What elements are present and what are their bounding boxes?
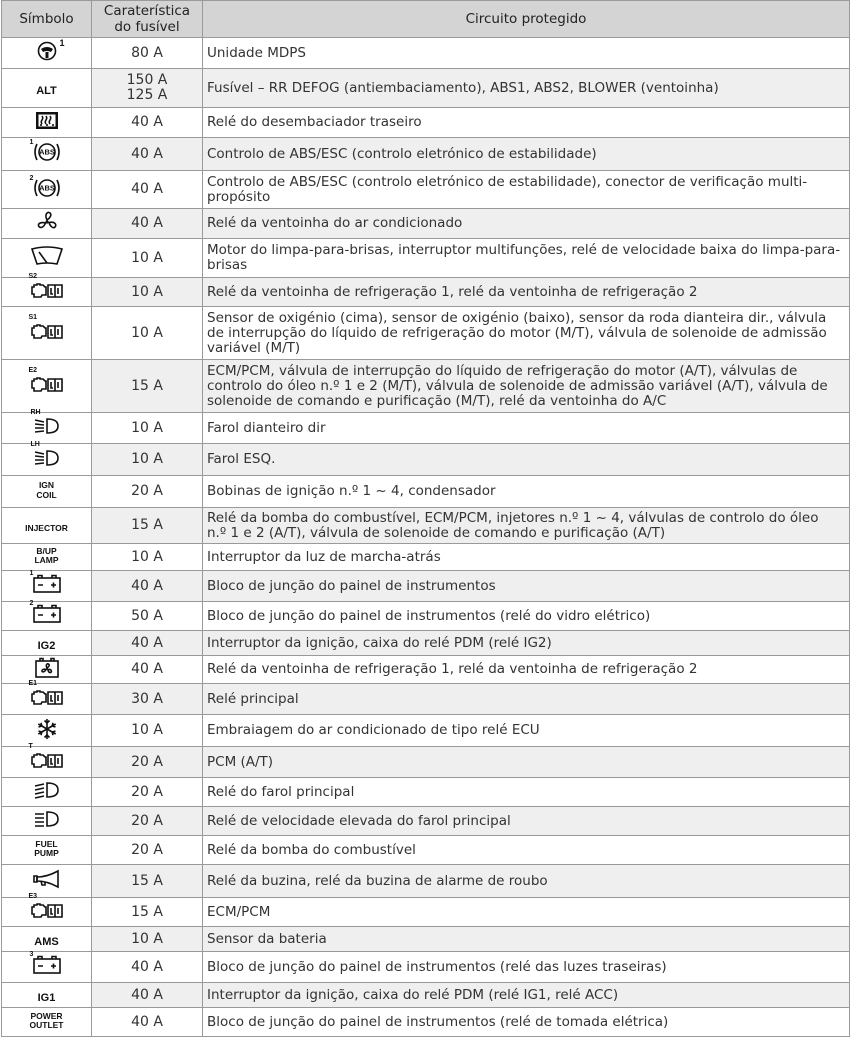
engine-check-icon [28, 680, 63, 706]
fuse-table [1, 0, 850, 1037]
symbol-label-line1: IG1 [37, 991, 56, 1004]
symbol-cell [2, 631, 92, 656]
header-rating [92, 1, 203, 38]
engine-check-icon [28, 743, 63, 769]
protected-circuit: Sensor da bateria [203, 927, 850, 952]
headlamp-low-icon [33, 780, 61, 800]
symbol-label-line1: ALT [36, 84, 57, 97]
fuse-rating: 40 A [131, 145, 163, 162]
fuse-rating-alt: 125 A [126, 87, 168, 103]
table-row [2, 684, 850, 715]
table-header-row [2, 1, 850, 38]
fuse-rating-cell [92, 1008, 203, 1037]
protected-circuit: Bobinas de ignição n.º 1 ~ 4, condensador [203, 476, 850, 508]
symbol-index-label: 2 [29, 600, 34, 607]
symbol-label [36, 481, 56, 500]
fuse-rating-cell [92, 983, 203, 1008]
protected-circuit: Unidade MDPS [203, 38, 850, 69]
fuse-rating: 40 A [131, 634, 163, 651]
fuse-rating: 20 A [131, 783, 163, 800]
symbol-cell [2, 743, 92, 778]
battery-icon [29, 570, 62, 594]
symbol-cell [2, 807, 92, 836]
horn-icon [31, 868, 63, 890]
table-row [2, 952, 850, 983]
protected-circuit: Relé da ventoinha de refrigeração 1, relé da ventoinha de refrigeração 2 [203, 278, 850, 307]
table-row [2, 476, 850, 508]
fuse-rating-cell [92, 413, 203, 444]
table-row [2, 807, 850, 836]
protected-circuit: Bloco de junção do painel de instrumentos (relé de tomada elétrica) [203, 1008, 850, 1037]
fuse-rating: 10 A [131, 451, 163, 467]
fuse-rating-cell [92, 898, 203, 927]
symbol-cell [2, 602, 92, 631]
symbol-cell [2, 544, 92, 571]
battery-icon [29, 600, 62, 624]
fuse-rating: 40 A [131, 577, 163, 594]
protected-circuit: Relé da buzina, relé da buzina de alarme de roubo [203, 865, 850, 898]
table-row [2, 108, 850, 138]
symbol-cell [2, 508, 92, 544]
protected-circuit: Relé da ventoinha de refrigeração 1, relé da ventoinha de refrigeração 2 [203, 656, 850, 684]
symbol-index-label: T [28, 743, 33, 750]
table-row [2, 836, 850, 865]
protected-circuit: ECM/PCM, válvula de interrupção do líquido de refrigeração do motor (A/T), válvulas de controlo do óleo n.º 1 e 2 (M/T), válvula de solenoide de admissão variável (A/T), válvula de solenoide de comando e purificação (M/T), relé da ventoinha do A/C [203, 360, 850, 413]
fuse-rating: 40 A [131, 215, 163, 231]
symbol-label [38, 641, 56, 652]
symbol-cell [2, 171, 92, 209]
symbol-cell [2, 571, 92, 602]
protected-circuit: Embraiagem do ar condicionado de tipo relé ECU [203, 715, 850, 747]
fuse-rating-cell [92, 952, 203, 983]
symbol-label-line1: FUEL [35, 838, 58, 849]
fuse-rating-cell [92, 444, 203, 476]
symbol-label-line2: PUMP [34, 848, 59, 859]
symbol-label [34, 547, 58, 566]
symbol-index-label: E3 [28, 893, 38, 900]
protected-circuit: Sensor de oxigénio (cima), sensor de oxigénio (baixo), sensor da roda dianteira dir., válvula de interrupção do líquido de refrigeração do motor (M/T), válvula de solenoide de admissão variável (M/T) [203, 307, 850, 360]
fuse-rating: 20 A [131, 841, 163, 858]
symbol-cell [2, 865, 92, 898]
fuse-rating: 15 A [131, 903, 163, 920]
symbol-label-line1: POWER [30, 1010, 63, 1021]
table-row [2, 544, 850, 571]
fuse-rating: 40 A [131, 958, 163, 975]
table-row [2, 602, 850, 631]
symbol-cell [2, 69, 92, 108]
symbol-cell [2, 476, 92, 508]
table-row [2, 631, 850, 656]
protected-circuit: Relé do farol principal [203, 778, 850, 807]
table-row [2, 138, 850, 171]
svg-text:ABS: ABS [38, 147, 55, 157]
table-row [2, 865, 850, 898]
symbol-cell [2, 680, 92, 715]
protected-circuit: Interruptor da luz de marcha-atrás [203, 544, 850, 571]
symbol-label [38, 993, 56, 1004]
fuse-rating: 80 A [131, 44, 163, 61]
fuse-rating: 10 A [131, 324, 163, 341]
protected-circuit: Bloco de junção do painel de instrumentos (relé das luzes traseiras) [203, 952, 850, 983]
protected-circuit: Motor do limpa-para-brisas, interruptor multifunções, relé de velocidade baixa do limpa-para-brisas [203, 239, 850, 278]
fuse-rating: 10 A [131, 249, 163, 266]
table-row [2, 209, 850, 239]
engine-check-icon [28, 273, 63, 299]
protected-circuit: Farol dianteiro dir [203, 413, 850, 444]
fuse-rating: 40 A [131, 661, 163, 677]
fuse-rating: 40 A [131, 986, 163, 1003]
header-symbol: Símbolo [2, 1, 92, 38]
symbol-index-label: 1 [59, 38, 65, 48]
symbol-cell [2, 273, 92, 307]
table-row [2, 1008, 850, 1037]
table-row [2, 983, 850, 1008]
fuse-table-body [2, 38, 850, 1037]
protected-circuit: Relé da ventoinha do ar condicionado [203, 209, 850, 239]
table-row [2, 444, 850, 476]
fuse-rating: 15 A [131, 517, 163, 533]
fuse-rating-cell [92, 602, 203, 631]
symbol-cell [2, 440, 92, 476]
fuse-rating: 40 A [131, 114, 163, 130]
symbol-label-line1: IG2 [37, 639, 56, 652]
header-circuit: Circuito protegido [203, 1, 850, 38]
engine-check-icon [28, 314, 63, 340]
fuse-rating-cell [92, 747, 203, 778]
protected-circuit: ECM/PCM [203, 898, 850, 927]
table-row [2, 307, 850, 360]
symbol-label-line1: AMS [34, 935, 59, 948]
rear-defogger-icon [34, 110, 60, 132]
fuse-rating: 10 A [131, 419, 163, 436]
symbol-cell [2, 138, 92, 171]
symbol-index-label: E2 [28, 367, 38, 374]
symbol-label-line1: IGN [38, 480, 55, 491]
symbol-label [34, 937, 58, 948]
symbol-label-line2: LAMP [34, 555, 59, 566]
symbol-cell [2, 893, 92, 927]
protected-circuit: Fusível – RR DEFOG (antiembaciamento), ABS1, ABS2, BLOWER (ventoinha) [203, 69, 850, 108]
fuse-rating-cell [92, 684, 203, 715]
fuse-rating-cell [92, 476, 203, 508]
fuse-rating-cell [92, 108, 203, 138]
fuse-rating: 10 A [131, 548, 163, 565]
protected-circuit: Relé do desembaciador traseiro [203, 108, 850, 138]
cooling-fan-relay-icon [34, 657, 60, 679]
fuse-rating-cell [92, 38, 203, 69]
symbol-cell [2, 239, 92, 278]
symbol-cell [2, 38, 92, 69]
fuse-rating-cell [92, 571, 203, 602]
fuse-rating: 15 A [131, 377, 163, 394]
fuse-rating-cell [92, 927, 203, 952]
protected-circuit: Relé de velocidade elevada do farol principal [203, 807, 850, 836]
fuse-rating-cell [92, 778, 203, 807]
fuse-rating-cell [92, 508, 203, 544]
fuse-rating: 50 A [131, 607, 163, 624]
table-row [2, 778, 850, 807]
table-row [2, 239, 850, 278]
svg-text:ABS: ABS [38, 183, 55, 192]
symbol-cell [2, 715, 92, 747]
symbol-index-label: E1 [28, 680, 38, 687]
fuse-rating: 150 A [126, 72, 168, 88]
fuse-rating: 40 A [131, 181, 163, 197]
fuse-rating: 10 A [131, 283, 163, 300]
protected-circuit: Relé da bomba do combustível [203, 836, 850, 865]
symbol-cell [2, 656, 92, 684]
protected-circuit: Interruptor da ignição, caixa do relé PDM (relé IG2) [203, 631, 850, 656]
fuse-rating-cell [92, 239, 203, 278]
symbol-label [30, 1012, 64, 1031]
symbol-label [25, 524, 68, 534]
symbol-label-line2: OUTLET [29, 1020, 64, 1031]
symbol-index-label: 1 [29, 139, 34, 146]
abs-icon [29, 174, 62, 199]
protected-circuit: Bloco de junção do painel de instrumentos [203, 571, 850, 602]
snowflake-icon [35, 717, 59, 741]
steering-wheel-icon [36, 38, 65, 62]
wiper-icon [29, 245, 65, 267]
fuse-rating-cell [92, 209, 203, 239]
fuse-rating-cell [92, 171, 203, 209]
fuse-rating: 10 A [131, 930, 163, 947]
symbol-index-label: 3 [29, 951, 34, 958]
fuse-rating-cell [92, 360, 203, 413]
headlamp-icon [30, 440, 61, 468]
table-row [2, 656, 850, 684]
fuse-rating-cell [92, 544, 203, 571]
table-row [2, 38, 850, 69]
symbol-cell [2, 983, 92, 1008]
symbol-label-line1: B/UP [36, 545, 57, 556]
symbol-index-label: 1 [29, 570, 34, 577]
symbol-cell [2, 836, 92, 865]
fuse-rating: 20 A [131, 483, 163, 499]
table-row [2, 927, 850, 952]
fuse-rating: 30 A [131, 690, 163, 707]
fuse-rating: 10 A [131, 722, 163, 738]
symbol-cell [2, 360, 92, 413]
symbol-cell [2, 108, 92, 138]
fuse-rating-cell [92, 278, 203, 307]
fuse-rating-cell [92, 656, 203, 684]
symbol-cell [2, 209, 92, 239]
fuse-rating-cell [92, 631, 203, 656]
fuse-rating: 20 A [131, 812, 163, 829]
symbol-label [36, 86, 57, 97]
table-row [2, 747, 850, 778]
fan-icon [35, 210, 59, 234]
protected-circuit: Interruptor da ignição, caixa do relé PDM (relé IG1, relé ACC) [203, 983, 850, 1008]
fuse-rating: 15 A [131, 872, 163, 889]
protected-circuit: Relé da bomba do combustível, ECM/PCM, injetores n.º 1 ~ 4, válvulas de controlo do óleo n.º 1 e 2 (A/T), válvula de solenoide de comando e purificação (A/T) [203, 508, 850, 544]
fuse-rating-cell [92, 865, 203, 898]
symbol-cell [2, 409, 92, 444]
protected-circuit: Controlo de ABS/ESC (controlo eletrónico de estabilidade), conector de verificação multi-propósito [203, 171, 850, 209]
symbol-cell [2, 307, 92, 360]
fuse-rating-cell [92, 138, 203, 171]
fuse-rating: 40 A [131, 1013, 163, 1030]
header-rating-line2: do fusível [114, 19, 180, 35]
headlamp-icon [30, 409, 61, 436]
symbol-index-label: LH [30, 440, 40, 448]
engine-check-icon [28, 367, 63, 393]
fuse-rating-cell [92, 807, 203, 836]
battery-icon [29, 951, 62, 975]
table-row [2, 898, 850, 927]
fuse-rating: 20 A [131, 753, 163, 770]
fuse-rating-cell [92, 307, 203, 360]
header-rating-line1: Caraterística [103, 3, 191, 19]
protected-circuit: Controlo de ABS/ESC (controlo eletrónico de estabilidade) [203, 138, 850, 171]
table-row [2, 571, 850, 602]
symbol-cell [2, 952, 92, 983]
protected-circuit: Bloco de junção do painel de instrumentos (relé do vidro elétrico) [203, 602, 850, 631]
symbol-label-line1: INJECTOR [25, 523, 68, 533]
abs-icon [29, 139, 62, 163]
symbol-index-label: 2 [29, 174, 34, 182]
symbol-label [34, 840, 59, 859]
table-row [2, 715, 850, 747]
fuse-rating-cell [92, 836, 203, 865]
table-row [2, 69, 850, 108]
table-row [2, 278, 850, 307]
table-row [2, 508, 850, 544]
symbol-cell [2, 1008, 92, 1037]
headlamp-high-icon [33, 809, 61, 829]
table-row [2, 171, 850, 209]
fuse-rating-cell [92, 69, 203, 108]
protected-circuit: Relé principal [203, 684, 850, 715]
protected-circuit: Farol ESQ. [203, 444, 850, 476]
engine-check-icon [28, 893, 63, 919]
symbol-index-label: S2 [28, 273, 38, 280]
symbol-label-line2: COIL [36, 489, 57, 500]
protected-circuit: PCM (A/T) [203, 747, 850, 778]
symbol-index-label: S1 [28, 314, 38, 321]
table-row [2, 413, 850, 444]
table-row [2, 360, 850, 413]
symbol-cell [2, 778, 92, 807]
symbol-cell [2, 927, 92, 952]
fuse-rating-cell [92, 715, 203, 747]
symbol-index-label: RH [30, 409, 41, 416]
